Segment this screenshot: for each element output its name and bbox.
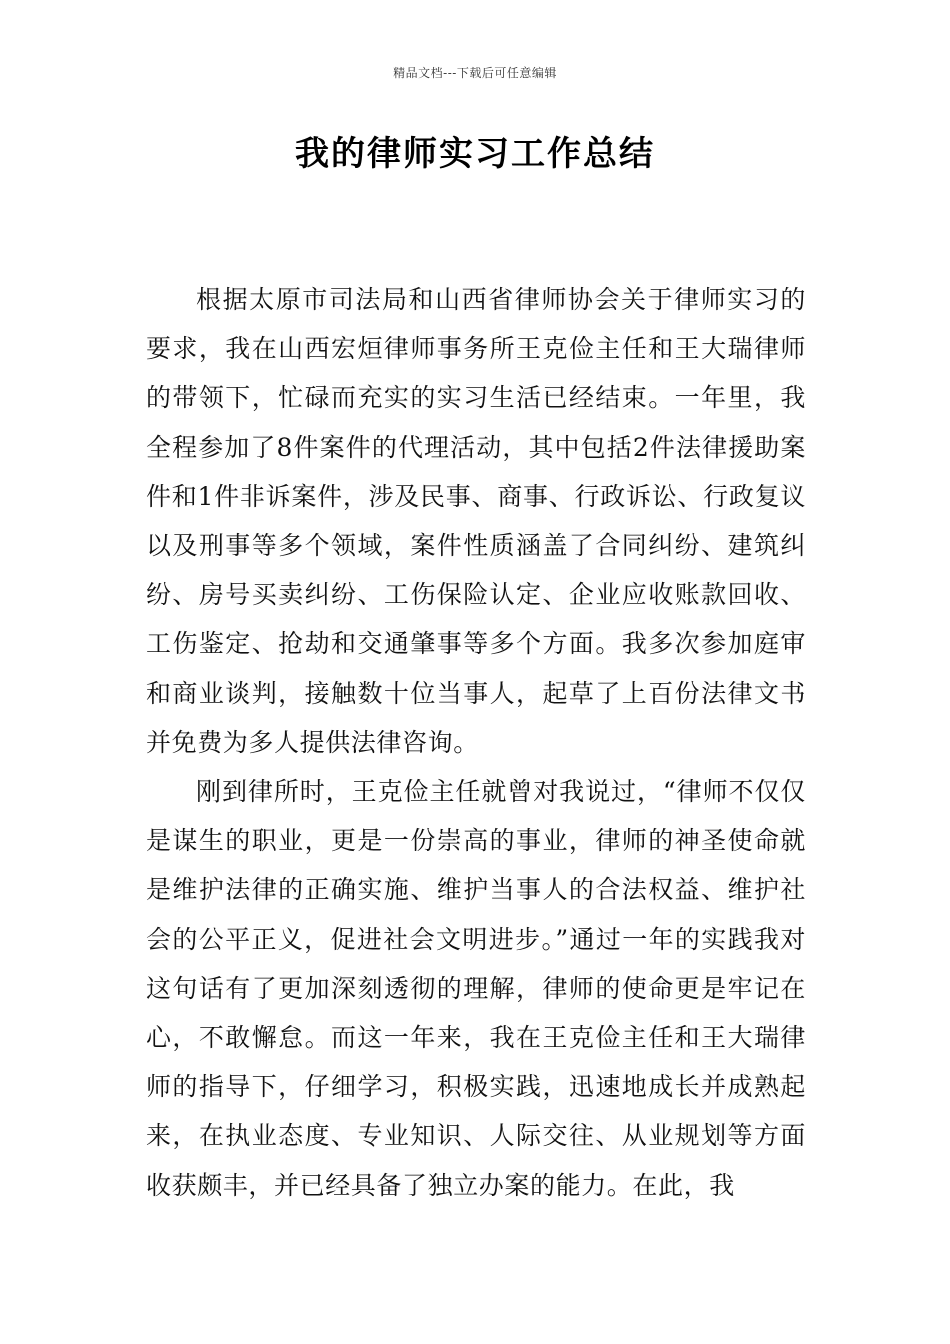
page-header-note: 精品文档---下载后可任意编辑 <box>393 66 557 80</box>
paragraph-2: 刚到律所时，王克俭主任就曾对我说过，“律师不仅仅是谋生的职业，更是一份崇高的事业，律师的神圣使命就是维护法律的正确实施、维护当事人的合法权益、维护社会的公平正义，促进社会文明进步。”通过一年的实践我对这句话有了更加深刻透彻的理解，律师的使命更是牢记在心，不敢懈怠。而这一年来，我在王克俭主任和王大瑞律师的指导下，仔细学习，积极实践，迅速地成长并成熟起来，在执业态度、专业知识、人际交往、从业规划等方面收获颇丰，并已经具备了独立办案的能力。在此，我 <box>146 777 806 1200</box>
document-title: 我的律师实习工作总结 <box>295 134 655 174</box>
paragraph-1: 根据太原市司法局和山西省律师协会关于律师实习的要求，我在山西宏烜律师事务所王克俭主任和王大瑞律师的带领下，忙碌而充实的实习生活已经结束。一年里，我全程参加了8件案件的代理活动，其中包括2件法律援助案件和1件非诉案件，涉及民事、商事、行政诉讼、行政复议以及刑事等多个领域，案件性质涵盖了合同纠纷、建筑纠纷、房号买卖纠纷、工伤保险认定、企业应收账款回收、工伤鉴定、抢劫和交通肇事等多个方面。我多次参加庭审和商业谈判，接触数十位当事人，起草了上百份法律文书并免费为多人提供法律咨询。 <box>146 285 806 757</box>
document-body <box>146 275 806 1210</box>
